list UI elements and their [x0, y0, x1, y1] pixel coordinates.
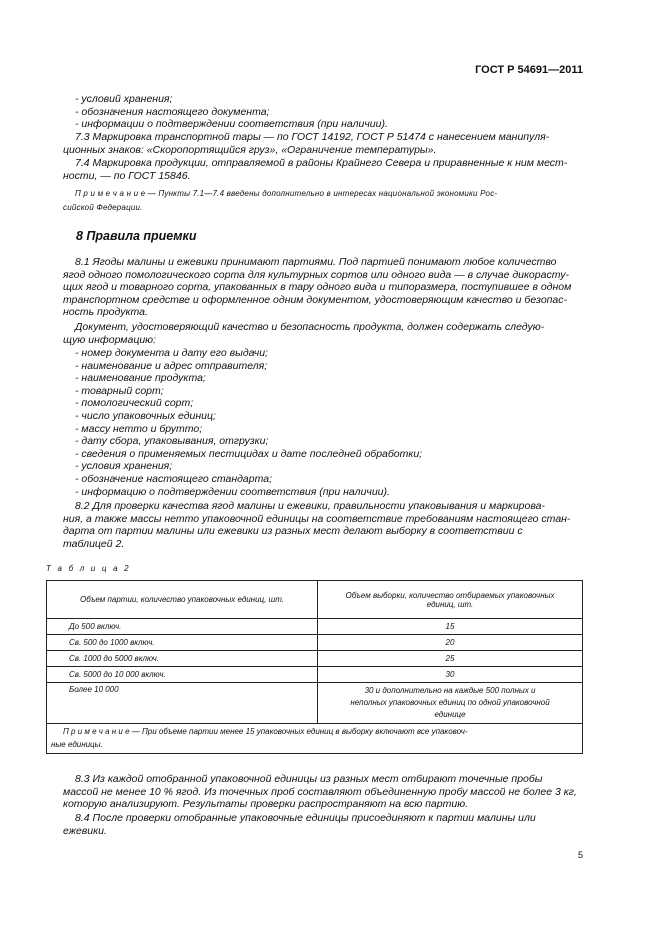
paragraph-8-4 [63, 812, 582, 837]
paragraph-line: которую анализируют. Результаты проверки распространяют на всю партию. [63, 798, 469, 811]
table-cell: Св. 5000 до 10 000 включ. [47, 667, 318, 683]
paragraph-line: ционных знаков: «Скоропортящийся груз», «Ограничение температуры». [63, 143, 437, 156]
table-note-row [47, 724, 583, 754]
cell-line: 30 и дополнительно на каждые 500 полных и [364, 686, 536, 695]
paragraph-8-3 [63, 773, 582, 811]
list-item: - обозначения настоящего документа; [75, 105, 270, 118]
cell-line: неполных упаковочных единиц по одной упаковочной [350, 698, 550, 707]
list-item: - наименование и адрес отправителя; [75, 359, 268, 372]
paragraph-line: 8.2 Для проверки качества ягод малины и ежевики, правильности упаковывания и маркирова- [75, 500, 545, 512]
paragraph-line: ягод одного помологического сорта для культурных сортов или одного вида — в случае дикорасту- [63, 268, 569, 281]
table-cell: 30 [318, 667, 583, 683]
paragraph-line: щую информацию: [63, 333, 156, 346]
paragraph-line: щих ягод и товарного сорта, упакованных в тару одного вида и типоразмера, поступившее в одном [63, 281, 572, 294]
list-item: - информации о подтверждении соответствия (при наличии). [75, 118, 388, 131]
list-item: - наименование продукта; [75, 372, 206, 385]
list-item: - условия хранения; [75, 460, 173, 473]
table-row [47, 619, 583, 635]
list-item: - дату сбора, упаковывания, отгрузки; [75, 435, 269, 448]
paragraph-7-4 [63, 157, 582, 182]
header-cell: Объем партии, количество упаковочных единиц, шт. [47, 581, 318, 619]
paragraph-line: 7.4 Маркировка продукции, отправляемой в районы Крайнего Севера и приравненные к ним мест- [75, 157, 568, 169]
list-item: - сведения о применяемых пестицидах и дате последней обработки; [75, 447, 423, 460]
paragraph-line: 7.3 Маркировка транспортной тары — по ГОСТ 14192, ГОСТ Р 51474 с нанесением манипуля- [75, 131, 550, 143]
note-line: ные единицы. [51, 739, 103, 749]
paragraph-line: 8.3 Из каждой отобранной упаковочной единицы из разных мест отбирают точечные пробы [75, 773, 543, 785]
paragraph-line: Документ, удостоверяющий качество и безопасность продукта, должен содержать следую- [75, 321, 545, 333]
paragraph-line: 8.1 Ягоды малины и ежевики принимают партиями. Под партией понимают любое количество [75, 256, 557, 268]
list-item: - информацию о подтверждении соответствия (при наличии). [75, 485, 390, 498]
table-cell: Св. 500 до 1000 включ. [47, 635, 318, 651]
list-item: - помологический сорт; [75, 397, 194, 410]
paragraph-line: транспортном средстве и оформленное одним документом, удостоверяющим качество и безопас- [63, 293, 568, 306]
paragraph-line: таблицей 2. [63, 537, 125, 550]
paragraph-line: ния, а также массы нетто упаковочной единицы на соответствие требованиям настоящего стан- [63, 512, 571, 525]
document-code: ГОСТ Р 54691—2011 [475, 64, 583, 76]
table-row [47, 651, 583, 667]
cell-line: единице [434, 710, 466, 719]
list-item: - массу нетто и брутто; [75, 422, 203, 435]
table-cell: 15 [318, 619, 583, 635]
table-cell: Более 10 000 [47, 683, 318, 724]
table-cell: 20 [318, 635, 583, 651]
note-line: сийской Федерации. [63, 202, 143, 212]
table-caption: Т а б л и ц а 2 [46, 564, 131, 573]
table-cell: 25 [318, 651, 583, 667]
table-row [47, 667, 583, 683]
document-requirements [63, 321, 582, 346]
table-cell: Св. 1000 до 5000 включ. [47, 651, 318, 667]
list-item: - товарный сорт; [75, 384, 164, 397]
paragraph-line: ности, — по ГОСТ 15846. [63, 169, 191, 182]
paragraph-line: 8.4 После проверки отобранные упаковочные единицы присоединяют к партии малины или [75, 812, 536, 824]
note-line: П р и м е ч а н и е — При объеме партии менее 15 упаковочных единиц в выборку включают все упаковоч- [63, 727, 468, 736]
table-cell [318, 683, 583, 724]
paragraph-8-1 [63, 256, 582, 319]
top-items-list [63, 93, 582, 131]
list-item: - число упаковочных единиц; [75, 409, 216, 422]
list-item: - условий хранения; [75, 93, 173, 105]
header-line: Объем выборки, количество отбираемых упаковочных [345, 590, 555, 600]
list-item: - номер документа и дату его выдачи; [75, 347, 268, 359]
note-line: П р и м е ч а н и е — Пункты 7.1—7.4 введены дополнительно в интересах национальной экономики Рос- [75, 189, 498, 198]
table-row [47, 635, 583, 651]
paragraph-line: ность продукта. [63, 306, 148, 319]
page-number: 5 [577, 850, 583, 860]
header-cell [318, 581, 583, 619]
section-title: 8 Правила приемки [76, 229, 197, 243]
header-line: единиц, шт. [426, 599, 474, 609]
paragraph-8-2 [63, 500, 582, 550]
table-header-row [47, 581, 583, 619]
table-cell: До 500 включ. [47, 619, 318, 635]
paragraph-line: ежевики. [63, 824, 107, 837]
table-row [47, 683, 583, 724]
note-7 [63, 187, 582, 214]
paragraph-line: дарта от партии малины или ежевики из разных мест делают выборку в соответствии с [63, 525, 523, 538]
list-item: - обозначение настоящего стандарта; [75, 472, 272, 485]
paragraph-7-3 [63, 131, 582, 156]
sampling-table [46, 580, 583, 754]
info-list [63, 347, 582, 498]
paragraph-line: массой не менее 10 % ягод. Из точечных проб составляют объединенную пробу массой не более 3 кг, [63, 785, 577, 798]
table-note [47, 724, 583, 754]
